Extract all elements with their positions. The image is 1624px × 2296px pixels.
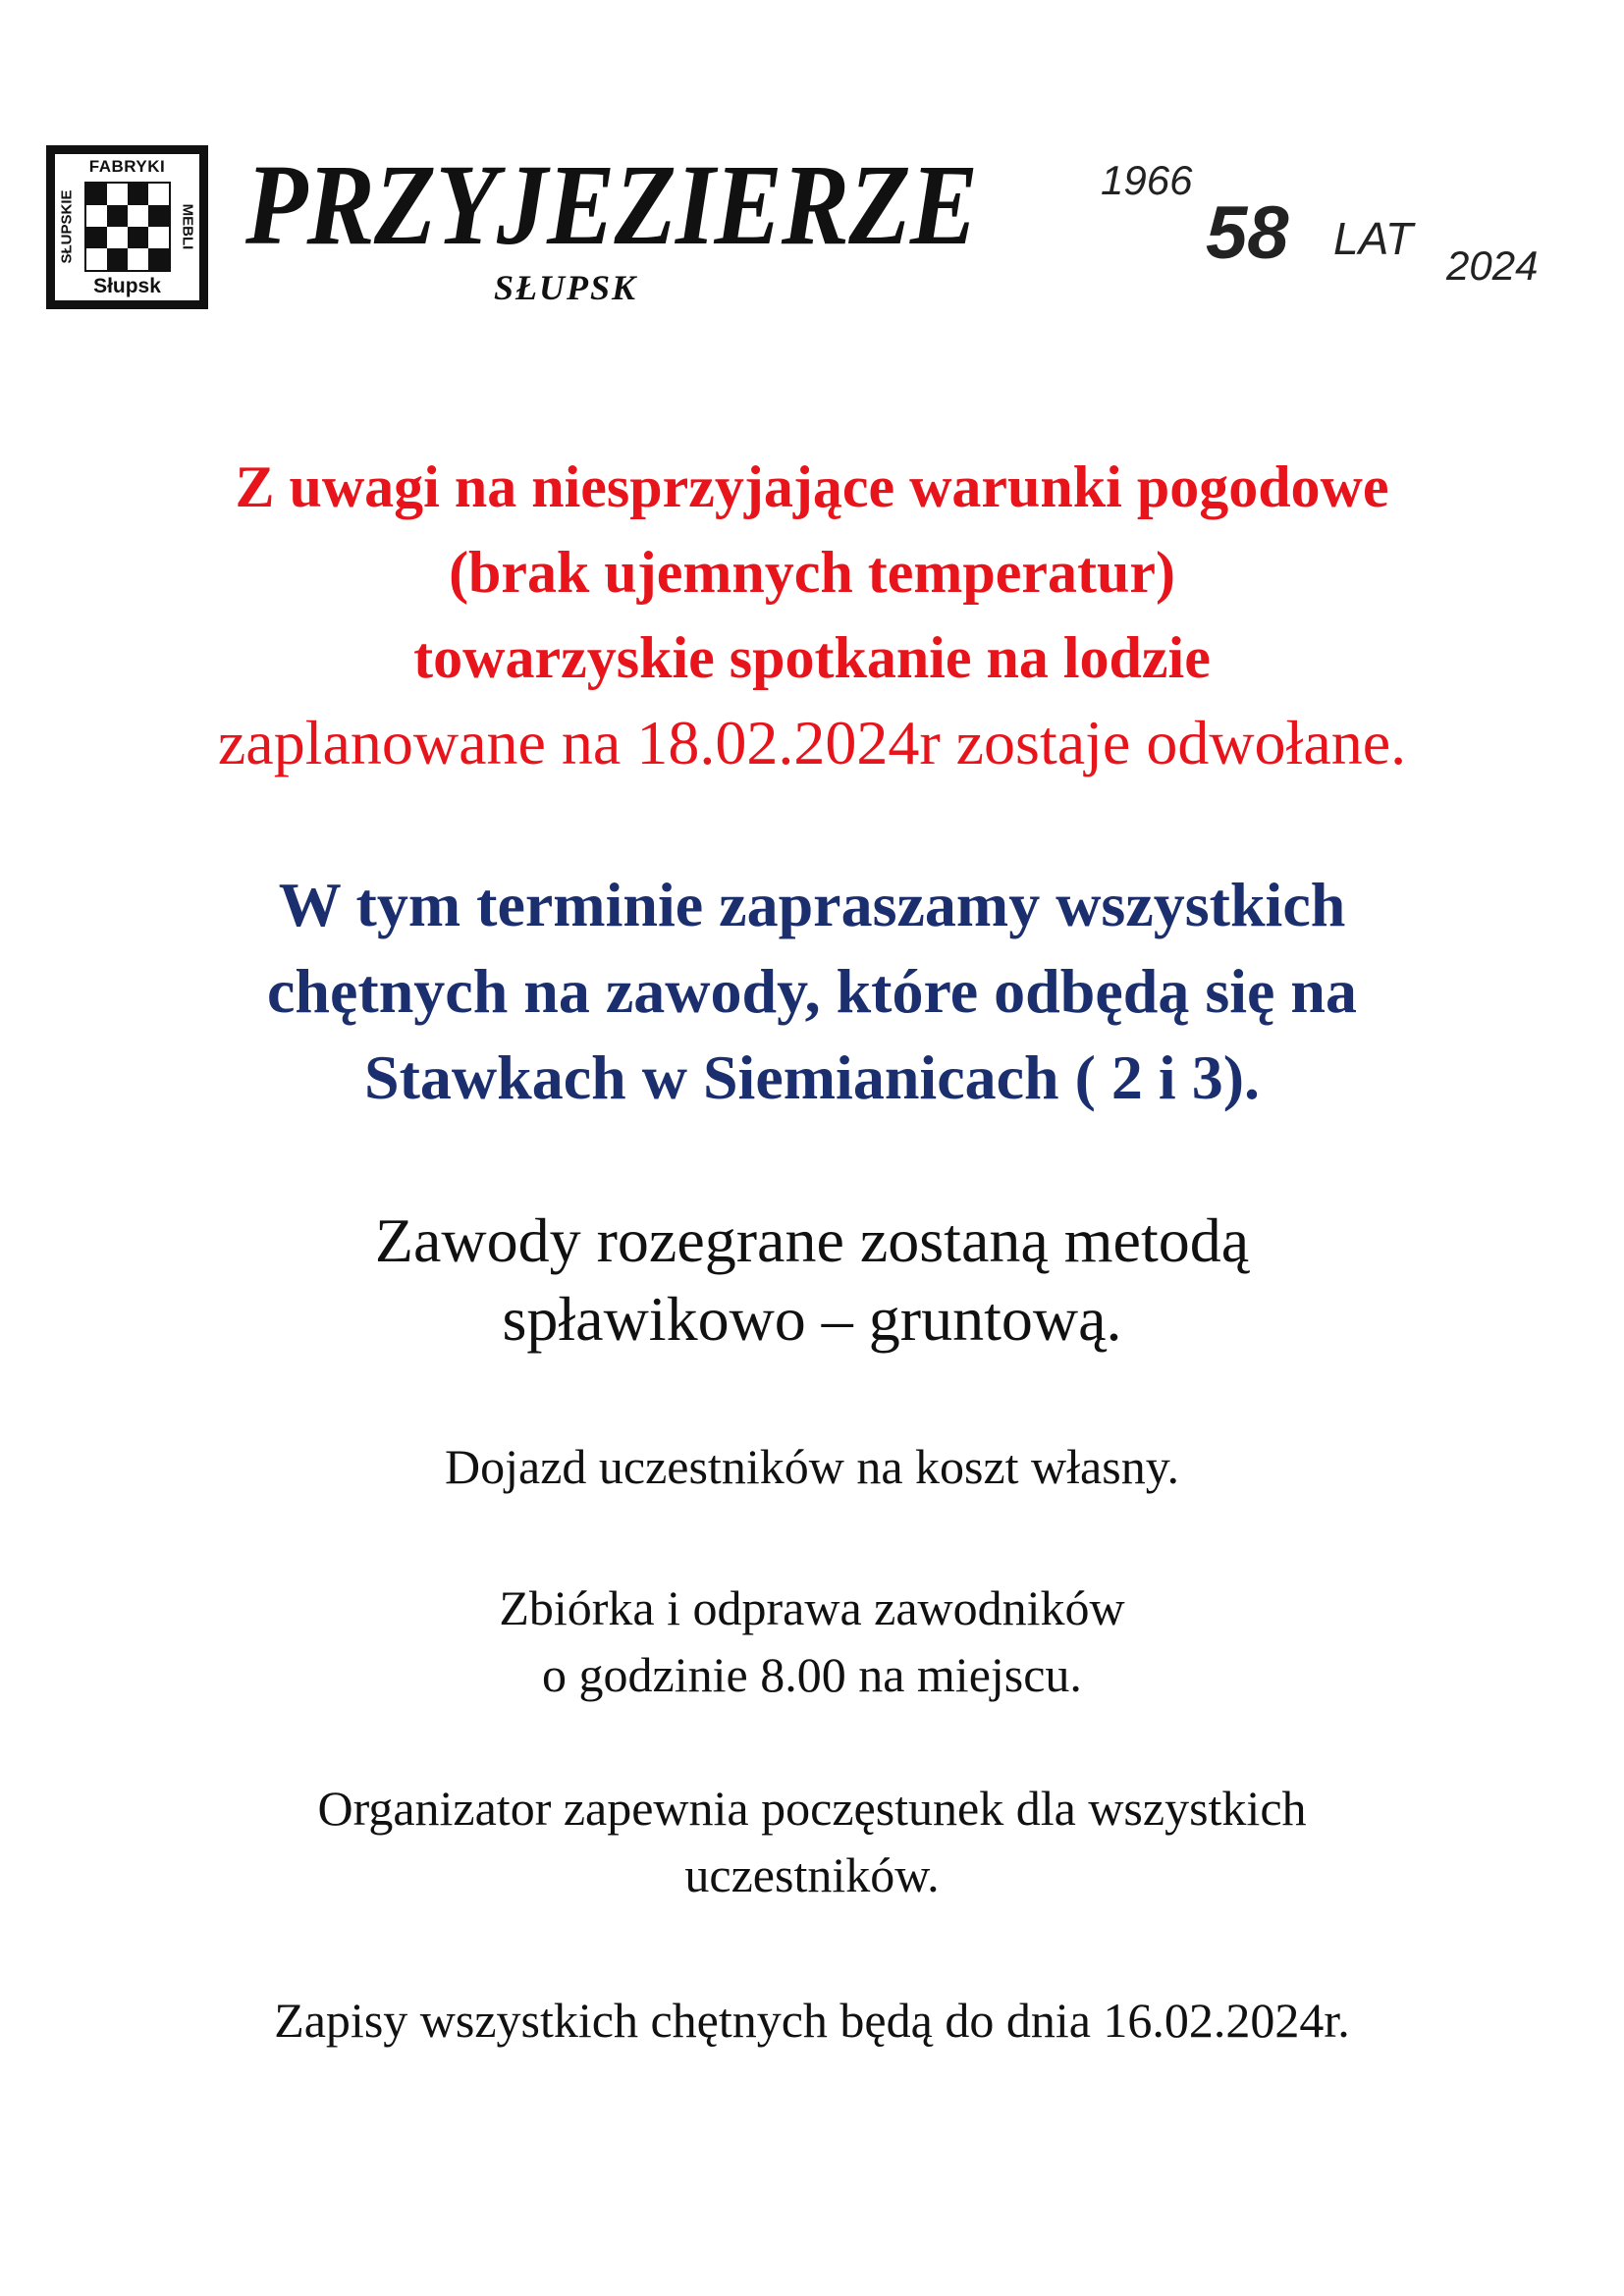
method-line: Zawody rozegrane zostaną metodą [374, 1205, 1250, 1275]
logo-right-text: MEBLI [179, 203, 196, 250]
registration-info [0, 1987, 1624, 2054]
checkerboard-icon [84, 182, 171, 272]
cancellation-line: Z uwagi na niesprzyjające warunki pogodowe [235, 454, 1389, 519]
meeting-line: o godzinie 8.00 na miejscu. [542, 1647, 1082, 1702]
travel-info [0, 1433, 1624, 1500]
invitation-line: chętnych na zawody, które odbędą się na [266, 956, 1358, 1026]
anniversary-word: LAT [1333, 213, 1413, 264]
travel-line: Dojazd uczestników na koszt własny. [445, 1439, 1179, 1494]
logo-top-text: FABRYKI [88, 157, 166, 176]
anniversary-start-year: 1966 [1101, 157, 1193, 203]
catering-info [0, 1775, 1624, 1908]
invitation-line: W tym terminie zapraszamy wszystkich [278, 870, 1346, 939]
logo-bottom-text: Słupsk [93, 275, 161, 297]
brand-subtitle: SŁUPSK [494, 268, 638, 307]
method-line: spławikowo – gruntową. [502, 1284, 1122, 1354]
invitation-heading [0, 862, 1624, 1121]
cancellation-line: towarzyskie spotkanie na lodzie [413, 625, 1211, 690]
meeting-line: Zbiórka i odprawa zawodników [499, 1580, 1125, 1635]
invitation-line: Stawkach w Siemianicach ( 2 i 3). [364, 1042, 1260, 1112]
logo-left-text: SŁUPSKIE [58, 189, 76, 264]
registration-line: Zapisy wszystkich chętnych będą do dnia 16.02.2024r. [274, 1993, 1350, 2048]
cancellation-date-line: zaplanowane na 18.02.2024r zostaje odwołane. [217, 708, 1407, 777]
cancellation-line: (brak ujemnych temperatur) [449, 540, 1175, 605]
meeting-info [0, 1575, 1624, 1708]
logo-frame [55, 154, 199, 300]
cancellation-notice [0, 445, 1624, 701]
anniversary-years: 58 [1206, 191, 1289, 275]
competition-method [0, 1201, 1624, 1359]
catering-line: uczestników. [684, 1847, 940, 1902]
company-logo [46, 145, 208, 309]
cancellation-date [0, 700, 1624, 785]
brand-title: PRZYJEZIERZE [245, 140, 978, 269]
anniversary-end-year: 2024 [1446, 242, 1539, 289]
catering-line: Organizator zapewnia poczęstunek dla wszystkich [317, 1781, 1307, 1836]
